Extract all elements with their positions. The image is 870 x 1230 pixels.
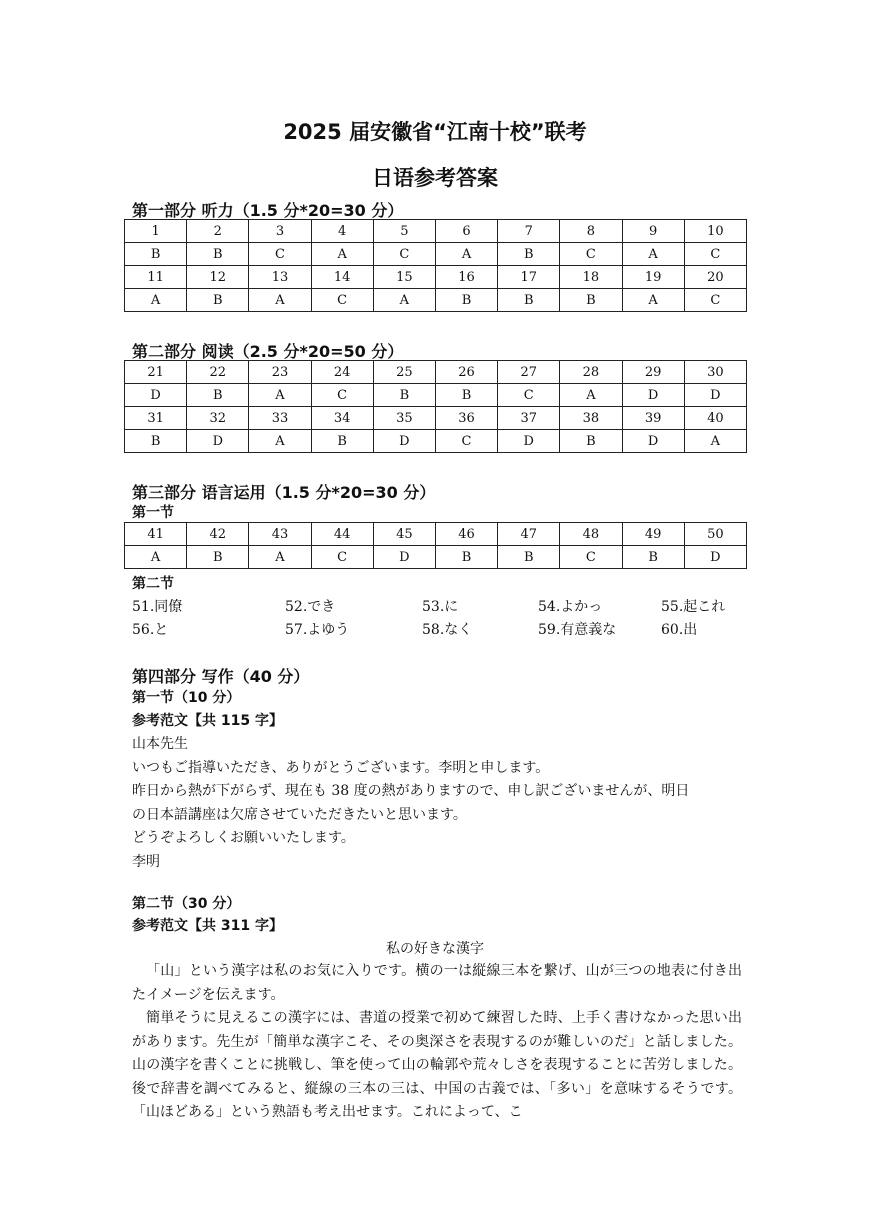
essay-body xyxy=(132,960,742,1125)
question-number-cell: 30 xyxy=(684,361,746,384)
letter-line: 昨日から熱が下がらず、現在も 38 度の熱がありますので、申し訳ございませんが、明日 xyxy=(132,783,690,799)
question-number-cell: 48 xyxy=(560,523,622,546)
answer-cell: B xyxy=(187,546,249,569)
part3-section1-label: 第一节 xyxy=(132,505,174,521)
question-number-cell: 7 xyxy=(498,220,560,243)
question-number-cell: 23 xyxy=(249,361,311,384)
answer-cell: D xyxy=(684,384,746,407)
answer-table-row xyxy=(125,523,747,546)
answer-cell: D xyxy=(373,430,435,453)
letter-sample xyxy=(132,733,742,874)
question-number-cell: 15 xyxy=(373,266,435,289)
answer-table-row xyxy=(125,384,747,407)
answer-cell: B xyxy=(125,243,187,266)
fill-in-answers xyxy=(132,596,752,642)
answer-cell: A xyxy=(249,289,311,312)
question-number-cell: 12 xyxy=(187,266,249,289)
question-number-cell: 32 xyxy=(187,407,249,430)
answer-cell: A xyxy=(125,289,187,312)
answer-cell: D xyxy=(684,546,746,569)
question-number-cell: 8 xyxy=(560,220,622,243)
answer-table-row xyxy=(125,430,747,453)
essay-paragraph: 「山」という漢字は私のお気に入りです。横の一は縦線三本を繋げ、山が三つの地表に付き出たイメージを伝えます。 xyxy=(132,963,742,1003)
question-number-cell: 24 xyxy=(311,361,373,384)
question-number-cell: 6 xyxy=(435,220,497,243)
question-number-cell: 40 xyxy=(684,407,746,430)
question-number-cell: 14 xyxy=(311,266,373,289)
fill-in-answer: 55.起これ xyxy=(661,599,726,615)
answer-cell: D xyxy=(373,546,435,569)
answer-cell: B xyxy=(311,430,373,453)
answer-cell: D xyxy=(187,430,249,453)
question-number-cell: 17 xyxy=(498,266,560,289)
question-number-cell: 37 xyxy=(498,407,560,430)
part3-heading: 第三部分 语言运用（1.5 分*20=30 分） xyxy=(132,483,436,502)
answer-cell: D xyxy=(125,384,187,407)
answer-cell: A xyxy=(249,546,311,569)
answer-table-row xyxy=(125,220,747,243)
answer-table-row xyxy=(125,289,747,312)
answer-cell: B xyxy=(435,384,497,407)
part4-section2-sample-label: 参考范文【共 311 字】 xyxy=(132,918,283,934)
answer-cell: B xyxy=(560,430,622,453)
question-number-cell: 41 xyxy=(125,523,187,546)
answer-table-row xyxy=(125,266,747,289)
answer-cell: C xyxy=(311,384,373,407)
fill-in-answer: 58.なく xyxy=(422,622,473,638)
answer-cell: B xyxy=(498,289,560,312)
answer-cell: B xyxy=(187,243,249,266)
question-number-cell: 9 xyxy=(622,220,684,243)
question-number-cell: 34 xyxy=(311,407,373,430)
question-number-cell: 4 xyxy=(311,220,373,243)
answer-cell: C xyxy=(249,243,311,266)
answer-cell: B xyxy=(187,289,249,312)
letter-line: の日本語講座は欠席させていただきたいと思います。 xyxy=(132,806,467,823)
answer-cell: A xyxy=(622,289,684,312)
question-number-cell: 29 xyxy=(622,361,684,384)
letter-line: 李明 xyxy=(132,853,160,870)
question-number-cell: 35 xyxy=(373,407,435,430)
answer-cell: C xyxy=(373,243,435,266)
answer-table-row xyxy=(125,361,747,384)
answer-cell: B xyxy=(498,546,560,569)
answer-cell: B xyxy=(435,289,497,312)
part3-answer-table xyxy=(124,522,747,569)
question-number-cell: 19 xyxy=(622,266,684,289)
answer-cell: C xyxy=(311,546,373,569)
answer-table-row xyxy=(125,243,747,266)
answer-cell: A xyxy=(435,243,497,266)
answer-cell: B xyxy=(125,430,187,453)
part2-heading: 第二部分 阅读（2.5 分*20=50 分） xyxy=(132,342,404,361)
answer-cell: B xyxy=(560,289,622,312)
question-number-cell: 33 xyxy=(249,407,311,430)
question-number-cell: 13 xyxy=(249,266,311,289)
question-number-cell: 45 xyxy=(373,523,435,546)
question-number-cell: 16 xyxy=(435,266,497,289)
question-number-cell: 10 xyxy=(684,220,746,243)
question-number-cell: 18 xyxy=(560,266,622,289)
question-number-cell: 20 xyxy=(684,266,746,289)
essay-title: 私の好きな漢字 xyxy=(386,941,484,957)
answer-table-row xyxy=(125,407,747,430)
answer-cell: C xyxy=(311,289,373,312)
answer-cell: A xyxy=(560,384,622,407)
answer-cell: D xyxy=(622,384,684,407)
answer-cell: C xyxy=(684,243,746,266)
question-number-cell: 21 xyxy=(125,361,187,384)
answer-cell: A xyxy=(311,243,373,266)
answer-cell: C xyxy=(560,546,622,569)
question-number-cell: 43 xyxy=(249,523,311,546)
fill-in-answer: 57.よゆう xyxy=(285,622,350,638)
fill-in-row xyxy=(132,619,752,642)
question-number-cell: 31 xyxy=(125,407,187,430)
question-number-cell: 22 xyxy=(187,361,249,384)
question-number-cell: 50 xyxy=(684,523,746,546)
answer-cell: B xyxy=(373,384,435,407)
answer-cell: B xyxy=(622,546,684,569)
answer-cell: A xyxy=(125,546,187,569)
answer-cell: A xyxy=(249,430,311,453)
question-number-cell: 1 xyxy=(125,220,187,243)
question-number-cell: 49 xyxy=(622,523,684,546)
letter-line: 山本先生 xyxy=(132,736,188,752)
answer-cell: C xyxy=(684,289,746,312)
page-subtitle: 日语参考答案 xyxy=(372,166,498,190)
answer-cell: A xyxy=(622,243,684,266)
essay-paragraph: 簡単そうに見えるこの漢字には、書道の授業で初めて練習した時、上手く書けなかった思い出があります。先生が「簡単な漢字こそ、その奥深さを表現するのが難しいのだ」と話しました。山の漢字を書くことに挑戦し、筆を使って山の輪郭や荒々しさを表現することに苦労しました。後で辞書を調べてみると、縦線の三本の三は、中国の古義では、「多い」を意味するそうです。「山ほどある」という熟語も考え出せます。これによって、こ xyxy=(132,1010,742,1120)
answer-cell: B xyxy=(187,384,249,407)
question-number-cell: 36 xyxy=(435,407,497,430)
fill-in-answer: 51.同僚 xyxy=(132,599,183,615)
question-number-cell: 26 xyxy=(435,361,497,384)
question-number-cell: 3 xyxy=(249,220,311,243)
question-number-cell: 27 xyxy=(498,361,560,384)
question-number-cell: 2 xyxy=(187,220,249,243)
question-number-cell: 28 xyxy=(560,361,622,384)
part1-answer-table xyxy=(124,219,747,312)
question-number-cell: 44 xyxy=(311,523,373,546)
answer-cell: C xyxy=(560,243,622,266)
question-number-cell: 46 xyxy=(435,523,497,546)
answer-cell: C xyxy=(498,384,560,407)
fill-in-answer: 52.でき xyxy=(285,599,336,615)
answer-cell: D xyxy=(498,430,560,453)
part3-section2-label: 第二节 xyxy=(132,576,174,592)
letter-line: どうぞよろしくお願いいたします。 xyxy=(132,830,355,846)
fill-in-answer: 53.に xyxy=(422,599,459,615)
fill-in-row xyxy=(132,596,752,619)
question-number-cell: 5 xyxy=(373,220,435,243)
part4-section1-sample-label: 参考范文【共 115 字】 xyxy=(132,713,283,729)
fill-in-answer: 60.出 xyxy=(661,622,698,638)
answer-cell: B xyxy=(498,243,560,266)
answer-cell: D xyxy=(622,430,684,453)
question-number-cell: 39 xyxy=(622,407,684,430)
question-number-cell: 25 xyxy=(373,361,435,384)
part2-answer-table xyxy=(124,360,747,453)
answer-cell: A xyxy=(684,430,746,453)
answer-cell: B xyxy=(435,546,497,569)
fill-in-answer: 54.よかっ xyxy=(538,599,603,615)
letter-line: いつもご指導いただき、ありがとうございます。李明と申します。 xyxy=(132,759,550,776)
question-number-cell: 42 xyxy=(187,523,249,546)
answer-cell: A xyxy=(249,384,311,407)
answer-cell: C xyxy=(435,430,497,453)
part4-section1-label: 第一节（10 分） xyxy=(132,690,241,706)
part4-section2-label: 第二节（30 分） xyxy=(132,896,241,912)
part4-heading: 第四部分 写作（40 分） xyxy=(132,667,310,686)
fill-in-answer: 56.と xyxy=(132,622,169,638)
page-title: 2025 届安徽省“江南十校”联考 xyxy=(283,120,587,144)
answer-table-row xyxy=(125,546,747,569)
part1-heading: 第一部分 听力（1.5 分*20=30 分） xyxy=(132,201,404,220)
answer-cell: A xyxy=(373,289,435,312)
question-number-cell: 47 xyxy=(498,523,560,546)
question-number-cell: 11 xyxy=(125,266,187,289)
fill-in-answer: 59.有意義な xyxy=(538,622,617,638)
question-number-cell: 38 xyxy=(560,407,622,430)
